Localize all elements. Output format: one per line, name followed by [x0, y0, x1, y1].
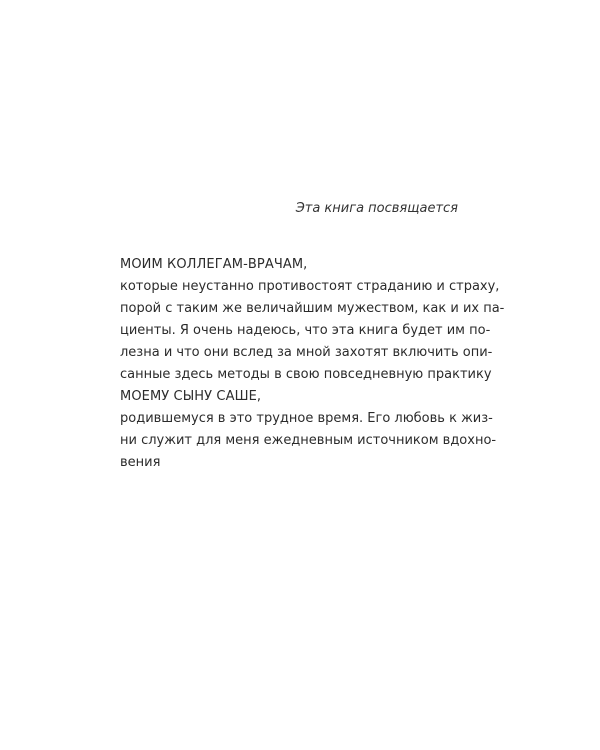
dedication-text-line: циенты. Я очень надеюсь, что эта книга будет им по- [120, 323, 491, 338]
dedication-block-son [120, 386, 497, 474]
dedication-text-line: лезна и что они вслед за мной захотят включить опи- [120, 345, 493, 360]
dedication-text-line: вения [120, 455, 161, 470]
dedication-text-line: которые неустанно противостоят страданию и страху, [120, 279, 500, 294]
dedication-heading: Эта книга посвящается [295, 201, 458, 216]
dedication-block-colleagues [120, 254, 505, 386]
dedication-recipient: МОИМ КОЛЛЕГАМ-ВРАЧАМ, [120, 257, 308, 272]
dedication-text-line: санные здесь методы в свою повседневную практику [120, 367, 492, 382]
dedication-text-line: родившемуся в это трудное время. Его любовь к жиз- [120, 411, 493, 426]
dedication-text-line: порой с таким же величайшим мужеством, как и их па- [120, 301, 505, 316]
dedication-text-line: ни служит для меня ежедневным источником вдохно- [120, 433, 497, 448]
dedication-recipient: МОЕМУ СЫНУ САШЕ, [120, 389, 262, 404]
